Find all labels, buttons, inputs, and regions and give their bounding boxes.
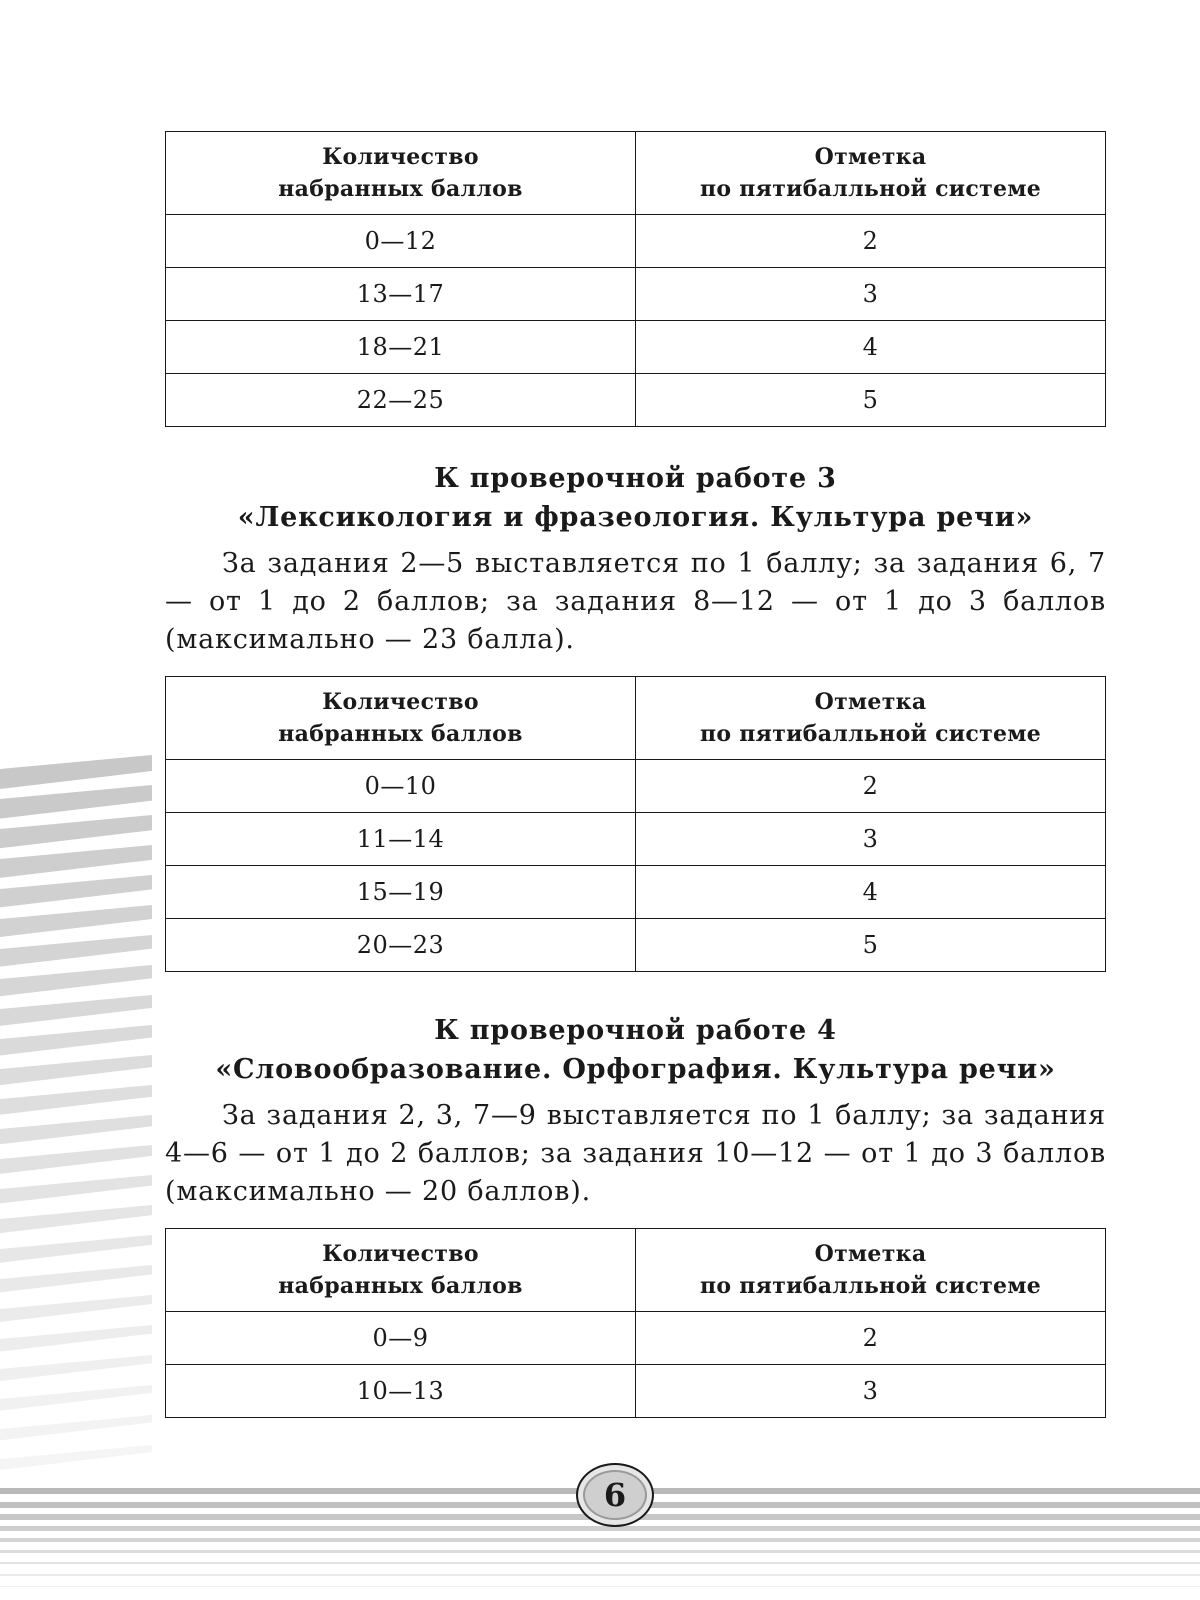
header-score: Количество набранных баллов <box>166 677 636 760</box>
stripe <box>0 1415 152 1440</box>
score-range-cell: 0—9 <box>166 1312 636 1365</box>
grade-cell: 5 <box>636 374 1106 427</box>
grade-cell: 4 <box>636 866 1106 919</box>
stripe <box>0 815 152 848</box>
table-row <box>166 374 1106 427</box>
stripe <box>0 935 152 967</box>
grade-cell: 5 <box>636 919 1106 972</box>
grade-table-4 <box>165 1228 1106 1418</box>
grade-cell: 2 <box>636 1312 1106 1365</box>
decorative-stripes-left <box>0 755 152 1475</box>
stripe <box>0 1586 1200 1587</box>
header-score: Количество набранных баллов <box>166 132 636 215</box>
page-number-badge: 6 <box>576 1463 654 1527</box>
stripe <box>0 1175 152 1204</box>
stripe <box>0 785 152 819</box>
table-row <box>166 919 1106 972</box>
grade-cell: 3 <box>636 268 1106 321</box>
table-row <box>166 215 1106 268</box>
score-range-cell: 13—17 <box>166 268 636 321</box>
grade-table-1 <box>165 131 1106 427</box>
stripe <box>0 1205 152 1233</box>
table-row <box>166 268 1106 321</box>
table-row <box>166 1312 1106 1365</box>
stripe <box>0 1355 152 1381</box>
section-4-scoring-text: За задания 2, 3, 7—9 выставляется по 1 баллу; за задания 4—6 — от 1 до 2 баллов; за задания 10—12 — от 1 до 3 баллов (максимально — 20 баллов). <box>165 1100 1106 1207</box>
stripe <box>0 1385 152 1411</box>
table-header-row <box>166 677 1106 760</box>
stripe <box>0 1445 152 1470</box>
score-range-cell: 10—13 <box>166 1365 636 1418</box>
stripe <box>0 1115 152 1144</box>
header-score: Количество набранных баллов <box>166 1229 636 1312</box>
grade-cell: 2 <box>636 215 1106 268</box>
stripe <box>0 1025 152 1055</box>
stripe <box>0 1325 152 1352</box>
stripe <box>0 1562 1200 1564</box>
section-3-heading: К проверочной работе 3 «Лексикология и фразеология. Культура речи» <box>237 463 1034 533</box>
table-row <box>166 813 1106 866</box>
stripe <box>0 905 152 937</box>
table-header-row <box>166 1229 1106 1312</box>
header-grade: Отметка по пятибалльной системе <box>636 132 1106 215</box>
stripe <box>0 1055 152 1085</box>
stripe <box>0 1265 152 1292</box>
score-range-cell: 0—10 <box>166 760 636 813</box>
stripe <box>0 965 152 996</box>
section-4-heading: К проверочной работе 4 «Словообразование. Орфография. Культура речи» <box>215 1015 1056 1085</box>
stripe <box>0 875 152 907</box>
header-grade: Отметка по пятибалльной системе <box>636 1229 1106 1312</box>
grade-cell: 3 <box>636 813 1106 866</box>
stripe <box>0 1526 1200 1531</box>
stripe <box>0 845 152 878</box>
table-row <box>166 321 1106 374</box>
table-header-row <box>166 132 1106 215</box>
grade-cell: 3 <box>636 1365 1106 1418</box>
score-range-cell: 11—14 <box>166 813 636 866</box>
grade-table-3 <box>165 676 1106 972</box>
stripe <box>0 1235 152 1263</box>
stripe <box>0 1145 152 1174</box>
stripe <box>0 1538 1200 1542</box>
score-range-cell: 22—25 <box>166 374 636 427</box>
score-range-cell: 0—12 <box>166 215 636 268</box>
grade-cell: 2 <box>636 760 1106 813</box>
score-range-cell: 15—19 <box>166 866 636 919</box>
header-grade: Отметка по пятибалльной системе <box>636 677 1106 760</box>
table-row <box>166 1365 1106 1418</box>
stripe <box>0 995 152 1026</box>
stripe <box>0 1550 1200 1553</box>
table-row <box>166 866 1106 919</box>
stripe <box>0 755 152 789</box>
stripe <box>0 1295 152 1322</box>
stripe <box>0 1085 152 1115</box>
score-range-cell: 20—23 <box>166 919 636 972</box>
table-row <box>166 760 1106 813</box>
score-range-cell: 18—21 <box>166 321 636 374</box>
grade-cell: 4 <box>636 321 1106 374</box>
section-3-scoring-text: За задания 2—5 выставляется по 1 баллу; за задания 6, 7 — от 1 до 2 баллов; за задания 8—12 — от 1 до 3 баллов (максимально — 23 балла). <box>165 548 1106 655</box>
stripe <box>0 1574 1200 1576</box>
